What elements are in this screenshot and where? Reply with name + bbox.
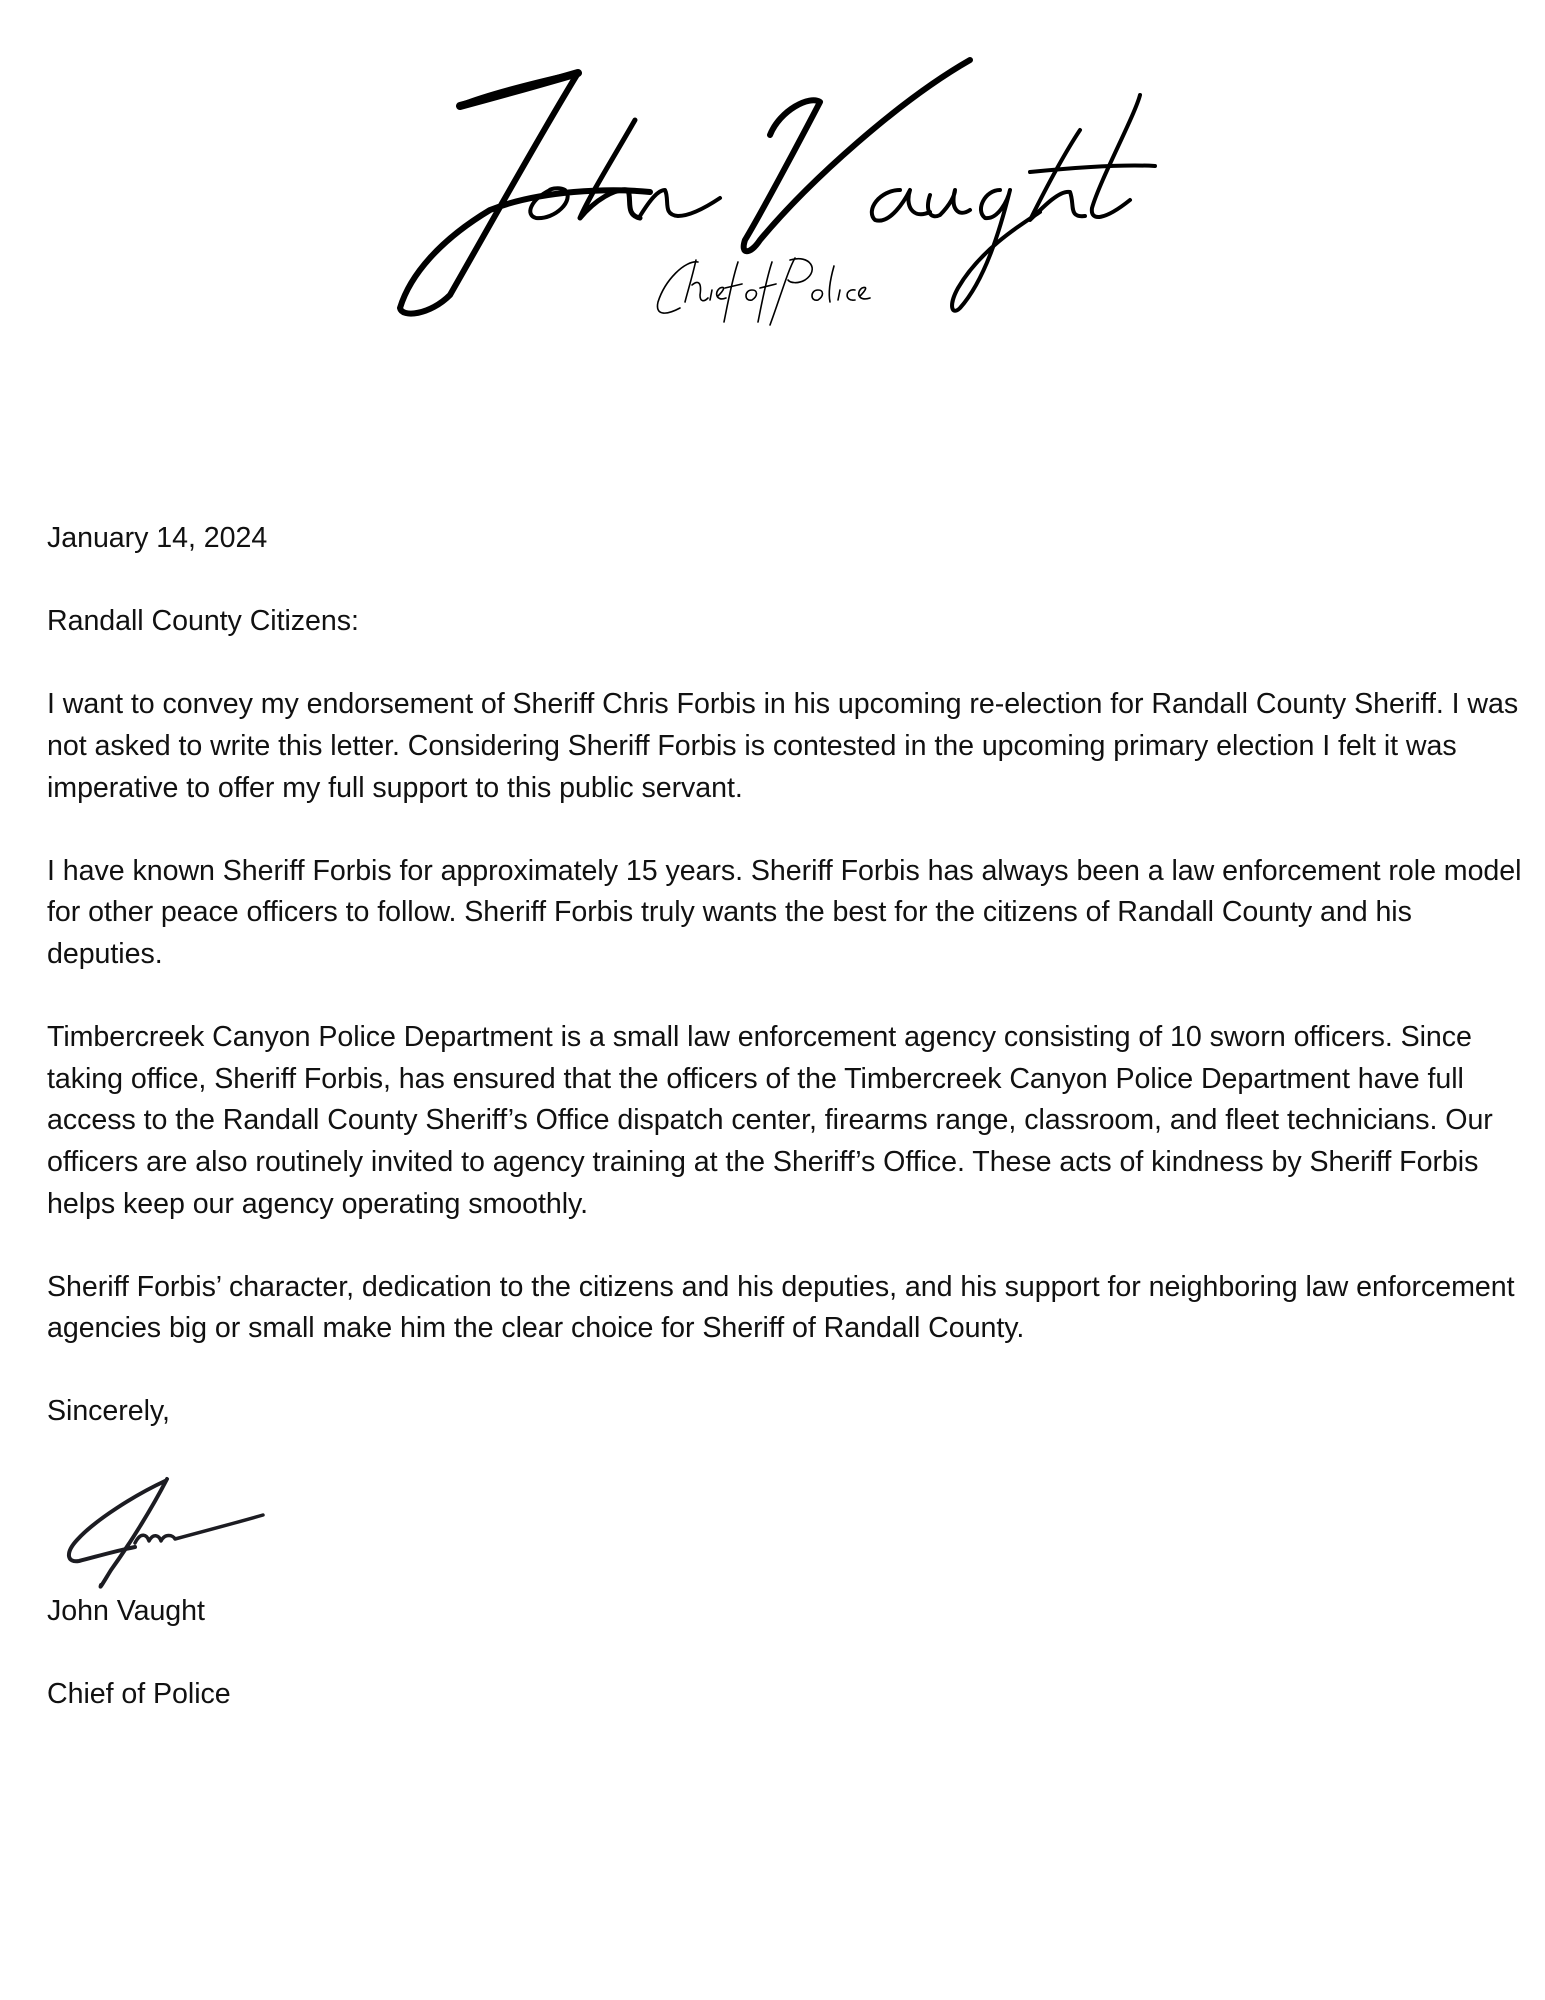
- letter-date: January 14, 2024: [47, 522, 268, 554]
- letterhead-u-stroke: [928, 190, 970, 216]
- letter-closing: Sincerely,: [47, 1395, 170, 1428]
- letter-paragraph: Sheriff Forbis’ character, dedication to the citizens and his deputies, and his support for neighboring law enforcement agencies big or small make him the clear choice for Sheriff of Randall County.: [47, 1270, 1515, 1345]
- signature-stroke-tail: [135, 1515, 263, 1543]
- letterhead-a-stroke: [872, 190, 930, 221]
- letter-paragraph: I want to convey my endorsement of Sheriff Chris Forbis in his upcoming re-election for Randall County Sheriff. I was not asked to write this letter. Considering Sheriff Forbis is contested in the upcoming primary election I felt it was imperative to offer my full support to this public servant.: [47, 688, 1519, 804]
- letter-salutation: Randall County Citizens:: [47, 605, 359, 638]
- letterhead-t-cross: [1030, 165, 1155, 172]
- letterhead-v-stroke: [744, 60, 970, 251]
- signature-stroke-down: [100, 1479, 167, 1587]
- letterhead-signature-graphic: [340, 40, 1170, 330]
- letterhead-signature-logo: [340, 40, 1170, 330]
- handwritten-signature-graphic: [55, 1475, 265, 1597]
- signature-stroke-main: [69, 1481, 165, 1561]
- letterhead-title-script: [657, 258, 870, 325]
- letter-paragraph: I have known Sheriff Forbis for approximately 15 years. Sheriff Forbis has always been a law enforcement role model for other peace officers to follow. Sheriff Forbis truly wants the best for the citizens of Randall County and his deputies.: [47, 854, 1522, 970]
- signer-title: Chief of Police: [47, 1677, 231, 1710]
- handwritten-signature: [55, 1475, 265, 1597]
- signer-name: John Vaught: [47, 1594, 205, 1627]
- letter-paragraph: Timbercreek Canyon Police Department is a small law enforcement agency consisting of 10 sworn officers. Since taking office, Sheriff Forbis, has ensured that the officers of the Timbercreek Canyon Police Department have full access to the Randall County Sheriff’s Office dispatch center, firearms range, classroom, and fleet technicians. Our officers are also routinely invited to agency training at the Sheriff’s Office. These acts of kindness by Sheriff Forbis helps keep our agency operating smoothly.: [47, 1021, 1493, 1220]
- letterhead-h-stroke: [580, 120, 640, 218]
- letter-body: [47, 518, 1527, 1757]
- letterhead-t-stroke: [1092, 95, 1140, 217]
- letterhead-h2-stroke: [1030, 130, 1085, 220]
- letterhead-g-stroke: [952, 190, 1040, 311]
